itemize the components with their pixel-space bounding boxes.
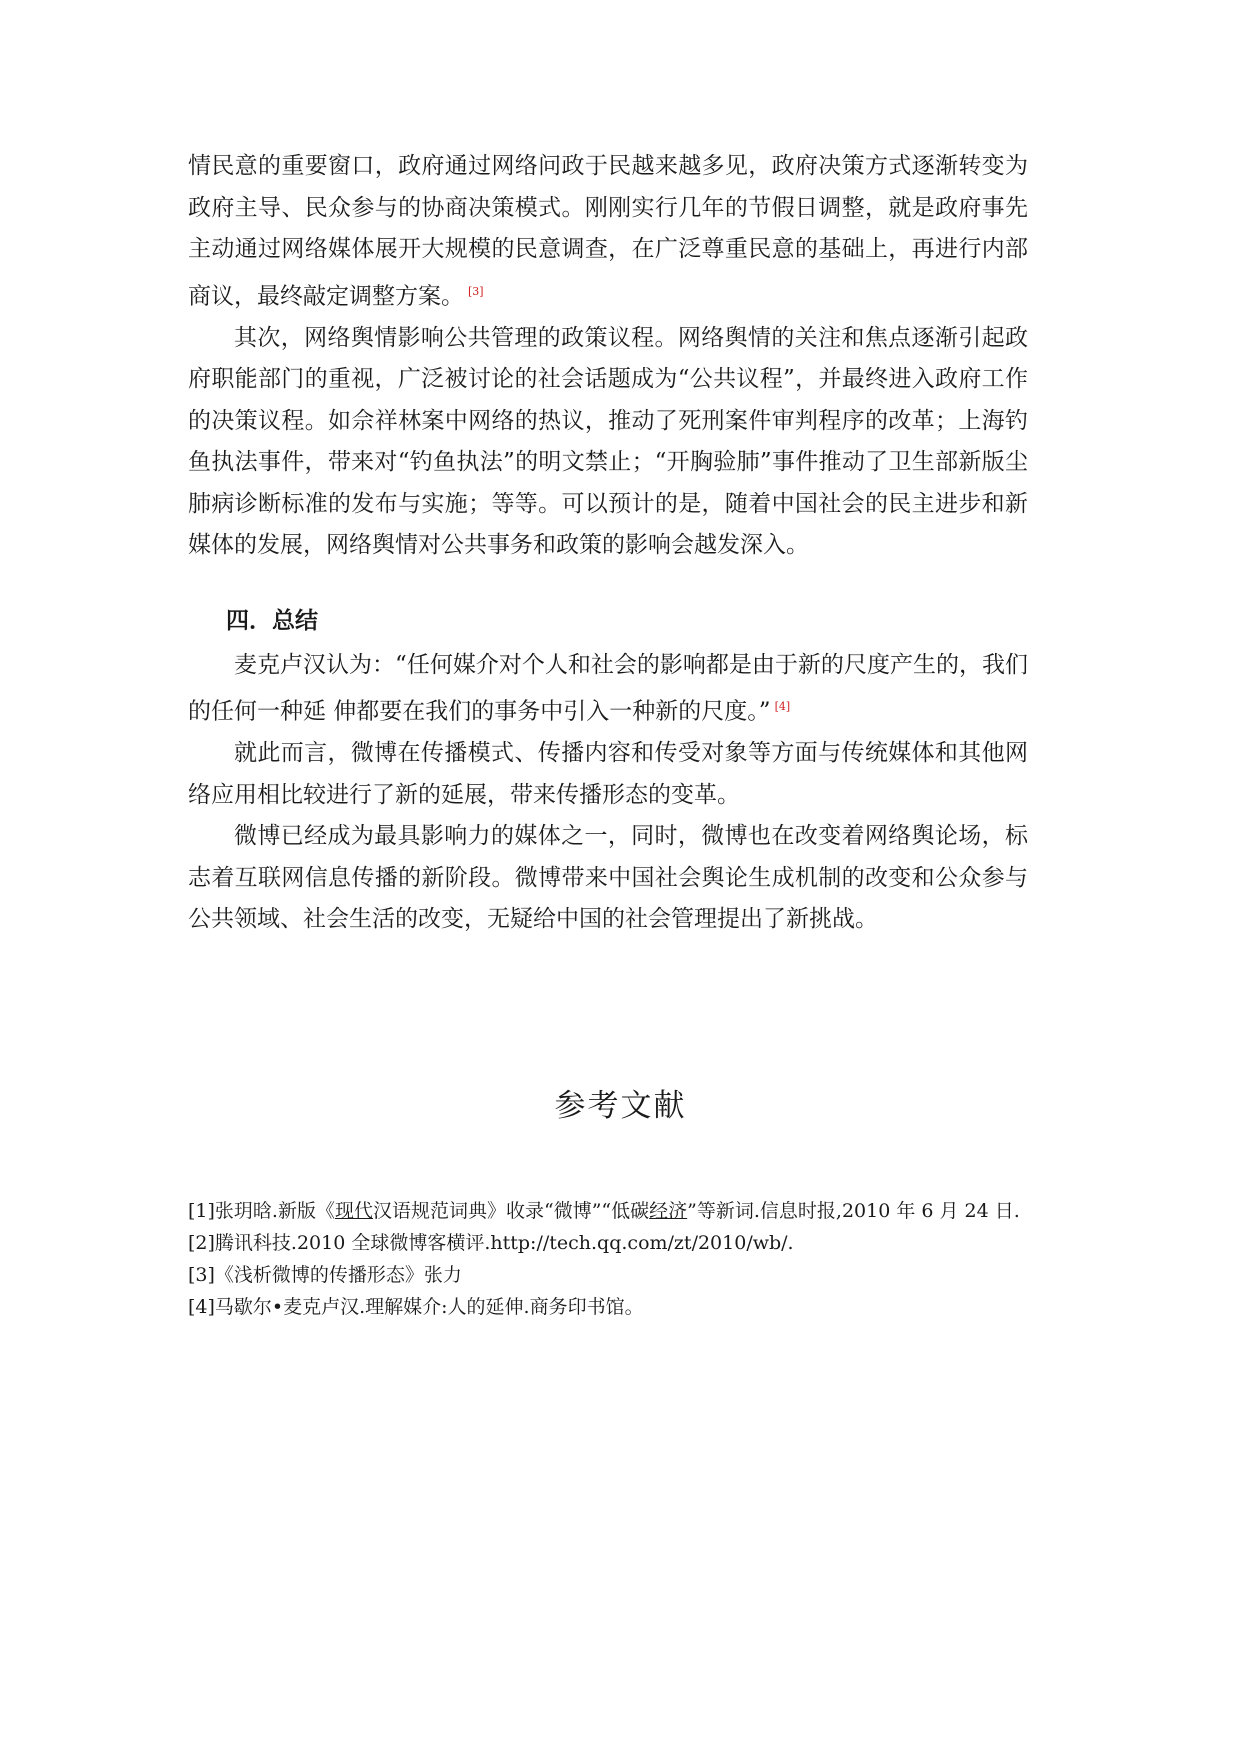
reference-1-part-c: ”等新词.信息时报,2010 年 6 月 24 日.: [687, 1200, 1020, 1222]
references-list: [188, 1195, 1068, 1323]
reference-1-part-a: [1]张玥晗.新版《: [188, 1200, 335, 1222]
reference-item-1: [188, 1195, 1068, 1227]
section-heading-summary: 四．总结: [226, 607, 318, 634]
body-text: [188, 146, 1028, 941]
paragraph-4: 就此而言，微博在传播模式、传播内容和传受对象等方面与传统媒体和其他网络应用相比较进行了新的延展，带来传播形态的变革。: [188, 740, 1028, 808]
reference-1-link-a[interactable]: 现代: [334, 1200, 373, 1222]
paragraph-2: 其次，网络舆情影响公共管理的政策议程。网络舆情的关注和焦点逐渐引起政府职能部门的重视，广泛被讨论的社会话题成为“公共议程”，并最终进入政府工作的决策议程。如佘祥林案中网络的热议，推动了死刑案件审判程序的改革；上海钓鱼执法事件，带来对“钓鱼执法”的明文禁止；“开胸验肺”事件推动了卫生部新版尘肺病诊断标准的发布与实施；等等。可以预计的是，随着中国社会的民主进步和新媒体的发展，网络舆情对公共事务和政策的影响会越发深入。: [188, 324, 1028, 559]
citation-4[interactable]: [4]: [774, 700, 791, 714]
reference-1-part-b: 汉语规范词典》收录“微博”“低碳: [372, 1200, 650, 1222]
reference-item-2: [2]腾讯科技.2010 全球微博客横评.http://tech.qq.com/zt/2010/wb/.: [188, 1232, 794, 1254]
paragraph-1-text: 情民意的重要窗口，政府通过网络问政于民越来越多见，政府决策方式逐渐转变为政府主导、民众参与的协商决策模式。刚刚实行几年的节假日调整，就是政府事先主动通过网络媒体展开大规模的民意调查，在广泛尊重民意的基础上，再进行内部商议，最终敲定调整方案。: [188, 153, 1028, 310]
paragraph-1: [188, 146, 1028, 318]
paragraph-3: [188, 645, 1028, 734]
reference-1-link-b[interactable]: 经济: [649, 1200, 688, 1222]
reference-item-3: [3]《浅析微博的传播形态》张力: [188, 1264, 462, 1286]
references-title: 参考文献: [554, 1088, 687, 1124]
reference-item-4: [4]马歇尔•麦克卢汉.理解媒介:人的延伸.商务印书馆。: [188, 1296, 644, 1318]
paragraph-3-text: 麦克卢汉认为：“任何媒介对个人和社会的影响都是由于新的尺度产生的，我们的任何一种延 伸都要在我们的事务中引入一种新的尺度。”: [188, 651, 1028, 725]
paragraph-5: 微博已经成为最具影响力的媒体之一，同时，微博也在改变着网络舆论场，标志着互联网信息传播的新阶段。微博带来中国社会舆论生成机制的改变和公众参与公共领域、社会生活的改变，无疑给中国的社会管理提出了新挑战。: [188, 823, 1028, 933]
citation-3[interactable]: [3]: [468, 284, 484, 298]
